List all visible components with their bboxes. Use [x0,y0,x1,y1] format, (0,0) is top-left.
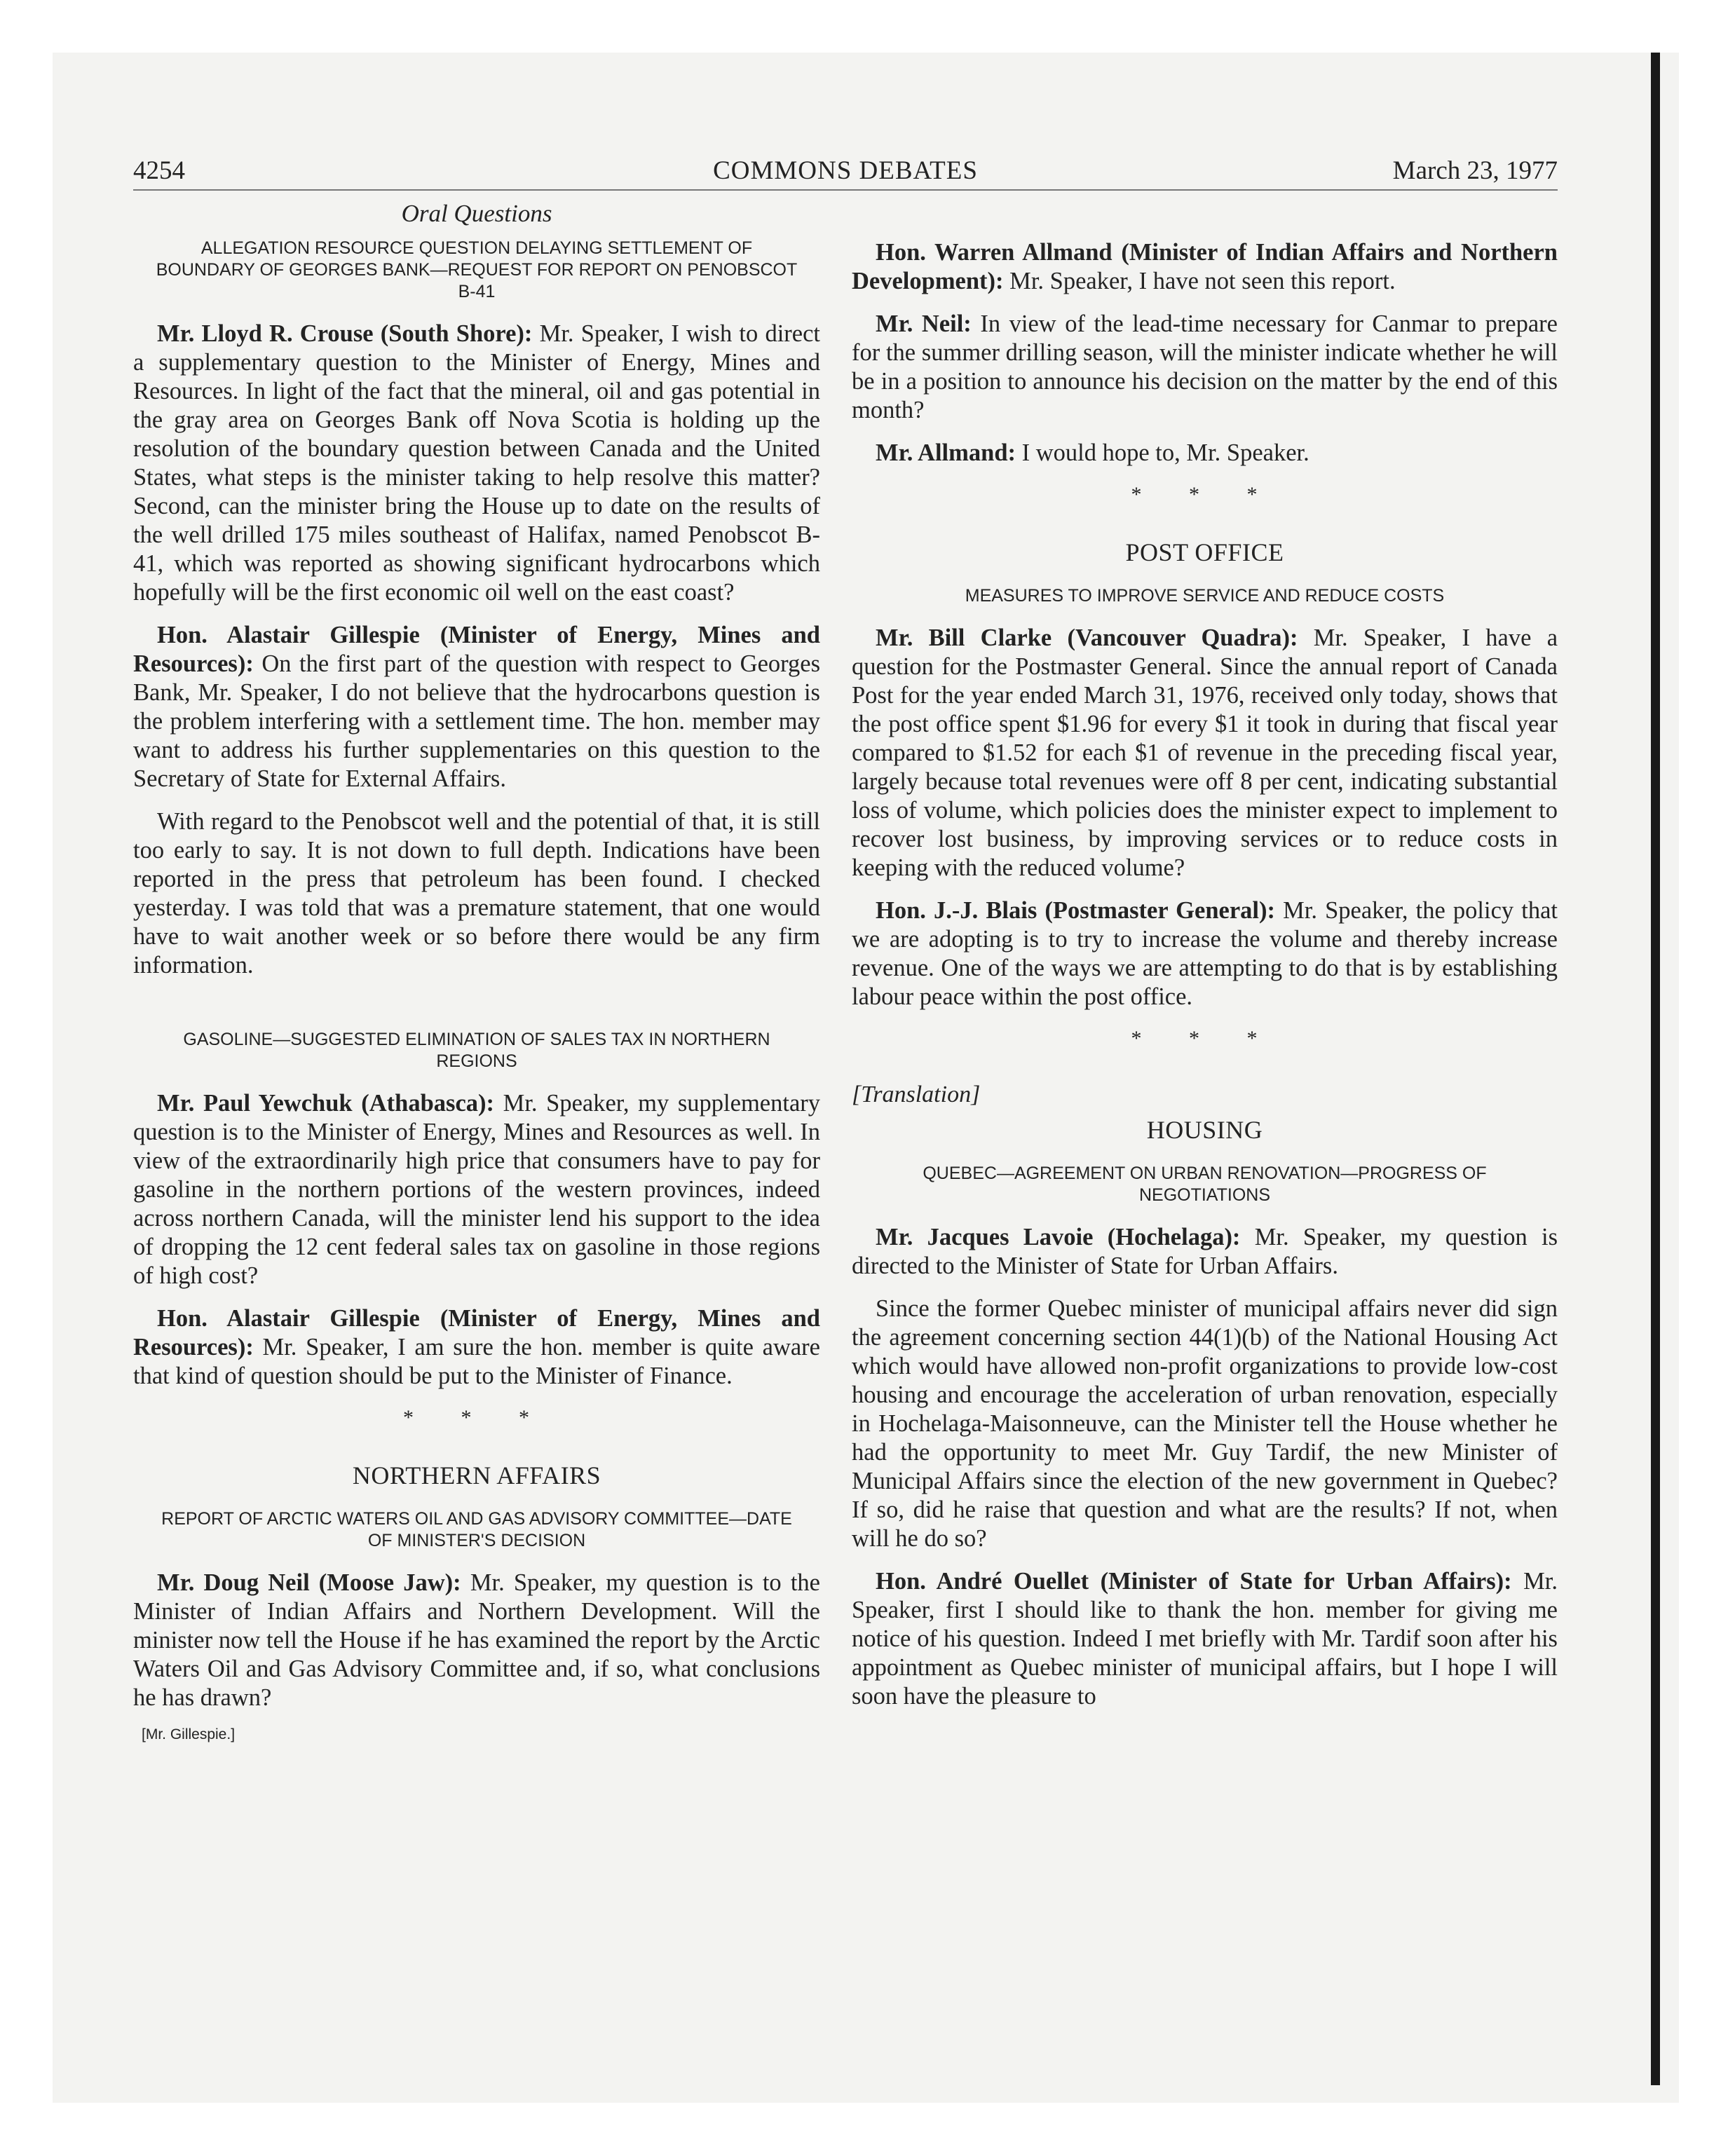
paragraph-clarke [852,624,1558,882]
section-divider: * * * [1131,1027,1279,1050]
speaker-name: Hon. Alastair Gillespie (Minister of Energy, Mines and Resources): [133,622,820,677]
speaker-name: Mr. Lloyd R. Crouse (South Shore): [157,320,533,347]
speech-text: Mr. Speaker, I have not seen this report. [1003,268,1396,294]
publication-title: COMMONS DEBATES [713,156,978,185]
left-column [133,200,820,1743]
paragraph-ouellet [852,1567,1558,1711]
paragraph-yewchuk [133,1089,820,1290]
speech-text: Mr. Speaker, my supplementary question is to the Minister of Energy, Mines and Resources as well. In view of the extraordinarily high price that consumers have to pay for gasoline in the northern portions of the western provinces, indeed across northern Canada, will the minister lend his support to the idea of dropping the 12 cent federal sales tax on gasoline in those regions of high cost? [133,1090,820,1289]
header-rule [133,189,1558,191]
subheading-gasoline: GASOLINE—SUGGESTED ELIMINATION OF SALES TAX IN NORTHERN REGIONS [183,1030,770,1071]
paragraph-blais [852,896,1558,1011]
section-heading-housing: HOUSING [1146,1116,1263,1144]
paragraph-gillespie-3 [133,1304,820,1391]
paragraph-crouse [133,320,820,607]
section-divider: * * * [403,1406,550,1429]
speech-text: On the first part of the question with respect to Georges Bank, Mr. Speaker, I do not believe that the hydrocarbons question is the problem interfering with a settlement time. The hon. member may want to address his further supplementaries on this question to the Secretary of State for External Affairs. [133,650,820,792]
section-heading-post-office: POST OFFICE [1125,538,1284,566]
speaker-name: Hon. Alastair Gillespie (Minister of Energy, Mines and Resources): [133,1305,820,1360]
paragraph-gillespie-1 [133,621,820,793]
paragraph-lavoie [852,1223,1558,1281]
speaker-name: Mr. Doug Neil (Moose Jaw): [157,1569,461,1596]
speech-text: Mr. Speaker, I have a question for the Postmaster General. Since the annual report of Canada Post for the year ended March 31, 1976, received only today, shows that the post office spent $1.96 for every $1 it took in during that fiscal year compared to $1.52 for each $1 of revenue in the preceding fiscal year, largely because total revenues were off 8 per cent, indicating substantial loss of volume, which policies does the minister expect to implement to recover lost business, by improving services or to reduce costs in keeping with the reduced volume? [852,625,1558,881]
subheading-quebec: QUEBEC—AGREEMENT ON URBAN RENOVATION—PROGRESS OF NEGOTIATIONS [923,1164,1487,1205]
subheading-post-office: MEASURES TO IMPROVE SERVICE AND REDUCE COSTS [965,586,1445,606]
speech-text: Mr. Speaker, my question is directed to the Minister of State for Urban Affairs. [852,1224,1558,1279]
paragraph-allmand-2 [852,439,1558,468]
page-header [133,156,1558,191]
speaker-name: Mr. Bill Clarke (Vancouver Quadra): [876,625,1298,651]
speaker-name: Hon. Warren Allmand (Minister of Indian Affairs and Northern Development): [852,239,1558,294]
speaker-name: Mr. Jacques Lavoie (Hochelaga): [876,1224,1241,1250]
paragraph-allmand-1 [852,238,1558,296]
speech-text: I would hope to, Mr. Speaker. [1016,439,1309,466]
speech-text: Mr. Speaker, I am sure the hon. member is quite aware that kind of question should be put to the Minister of Finance. [133,1334,820,1389]
section-title: Oral Questions [401,200,552,227]
speech-text: Mr. Speaker, first I should like to thank the hon. member for giving me notice of his question. Indeed I met briefly with Mr. Tardif soon after his appointment as Quebec minister of municipal affairs, but I hope I will soon have the pleasure to [852,1568,1558,1710]
speaker-name: Mr. Allmand: [876,439,1016,466]
speech-text: Mr. Speaker, my question is to the Minister of Indian Affairs and Northern Development. Will the minister now tell the House if he has examined the report by the Arctic Waters Oil and Gas Advisory Committee and, if so, what conclusions he has drawn? [133,1569,820,1711]
speech-text: In view of the lead-time necessary for Canmar to prepare for the summer drilling season, will the minister indicate whether he will be in a position to announce his decision on the matter by the end of this month? [852,311,1558,423]
paragraph-lavoie-2: Since the former Quebec minister of municipal affairs never did sign the agreement concerning section 44(1)(b) of the National Housing Act which would have allowed non-profit organizations to provide low-cost housing and encourage the acceleration of urban renovation, especially in Hochelaga-Maisonneuve, can the Minister tell the House whether he had the opportunity to meet Mr. Guy Tardif, the new Minister of Municipal Affairs since the election of the new government in Quebec? If so, did he raise that question and what are the results? If not, when will he do so? [852,1295,1558,1552]
page-number: 4254 [133,156,185,185]
footnote: [Mr. Gillespie.] [142,1726,236,1742]
right-column [852,238,1558,1725]
speaker-name: Mr. Paul Yewchuk (Athabasca): [157,1090,494,1117]
speaker-name: Hon. André Ouellet (Minister of State for Urban Affairs): [876,1568,1512,1595]
paragraph-gillespie-2: With regard to the Penobscot well and the potential of that, it is still too early to say. It is not down to full depth. Indications have been reported in the press that petroleum has been found. I checked yesterday. I was told that was a premature statement, that one would have to wait another week or so before there would be any firm information. [133,808,820,978]
publication-date: March 23, 1977 [1392,156,1558,185]
paragraph-neil-2 [852,310,1558,425]
translation-note: [Translation] [852,1082,981,1107]
speaker-name: Hon. J.-J. Blais (Postmaster General): [876,897,1275,924]
section-divider: * * * [1131,483,1279,506]
section-heading-northern-affairs: NORTHERN AFFAIRS [352,1461,601,1489]
speaker-name: Mr. Neil: [876,311,972,337]
subheading-arctic-waters: REPORT OF ARCTIC WATERS OIL AND GAS ADVISORY COMMITTEE—DATE OF MINISTER'S DECISION [161,1509,792,1550]
speech-text: Mr. Speaker, I wish to direct a supplementary question to the Minister of Energy, Mines and Resources. In light of the fact that the mineral, oil and gas potential in the gray area on Georges Bank off Nova Scotia is holding up the resolution of the boundary question between Canada and the United States, what steps is the minister taking to help resolve this matter? Second, can the minister bring the House up to date on the results of the well drilled 175 miles southeast of Halifax, named Penobscot B-41, which was reported as showing significant hydrocarbons which hopefully will be the first economic oil well on the east coast? [133,320,820,606]
page-edge-shadow [1651,53,1660,2085]
subheading-georges-bank: ALLEGATION RESOURCE QUESTION DELAYING SETTLEMENT OF BOUNDARY OF GEORGES BANK—REQUEST FOR REPORT ON PENOBSCOT B-41 [156,238,798,301]
paragraph-neil [133,1569,820,1712]
speech-text: Mr. Speaker, the policy that we are adopting is to try to increase the volume and thereby increase revenue. One of the ways we are attempting to do that is by establishing labour peace within the post office. [852,897,1558,1010]
